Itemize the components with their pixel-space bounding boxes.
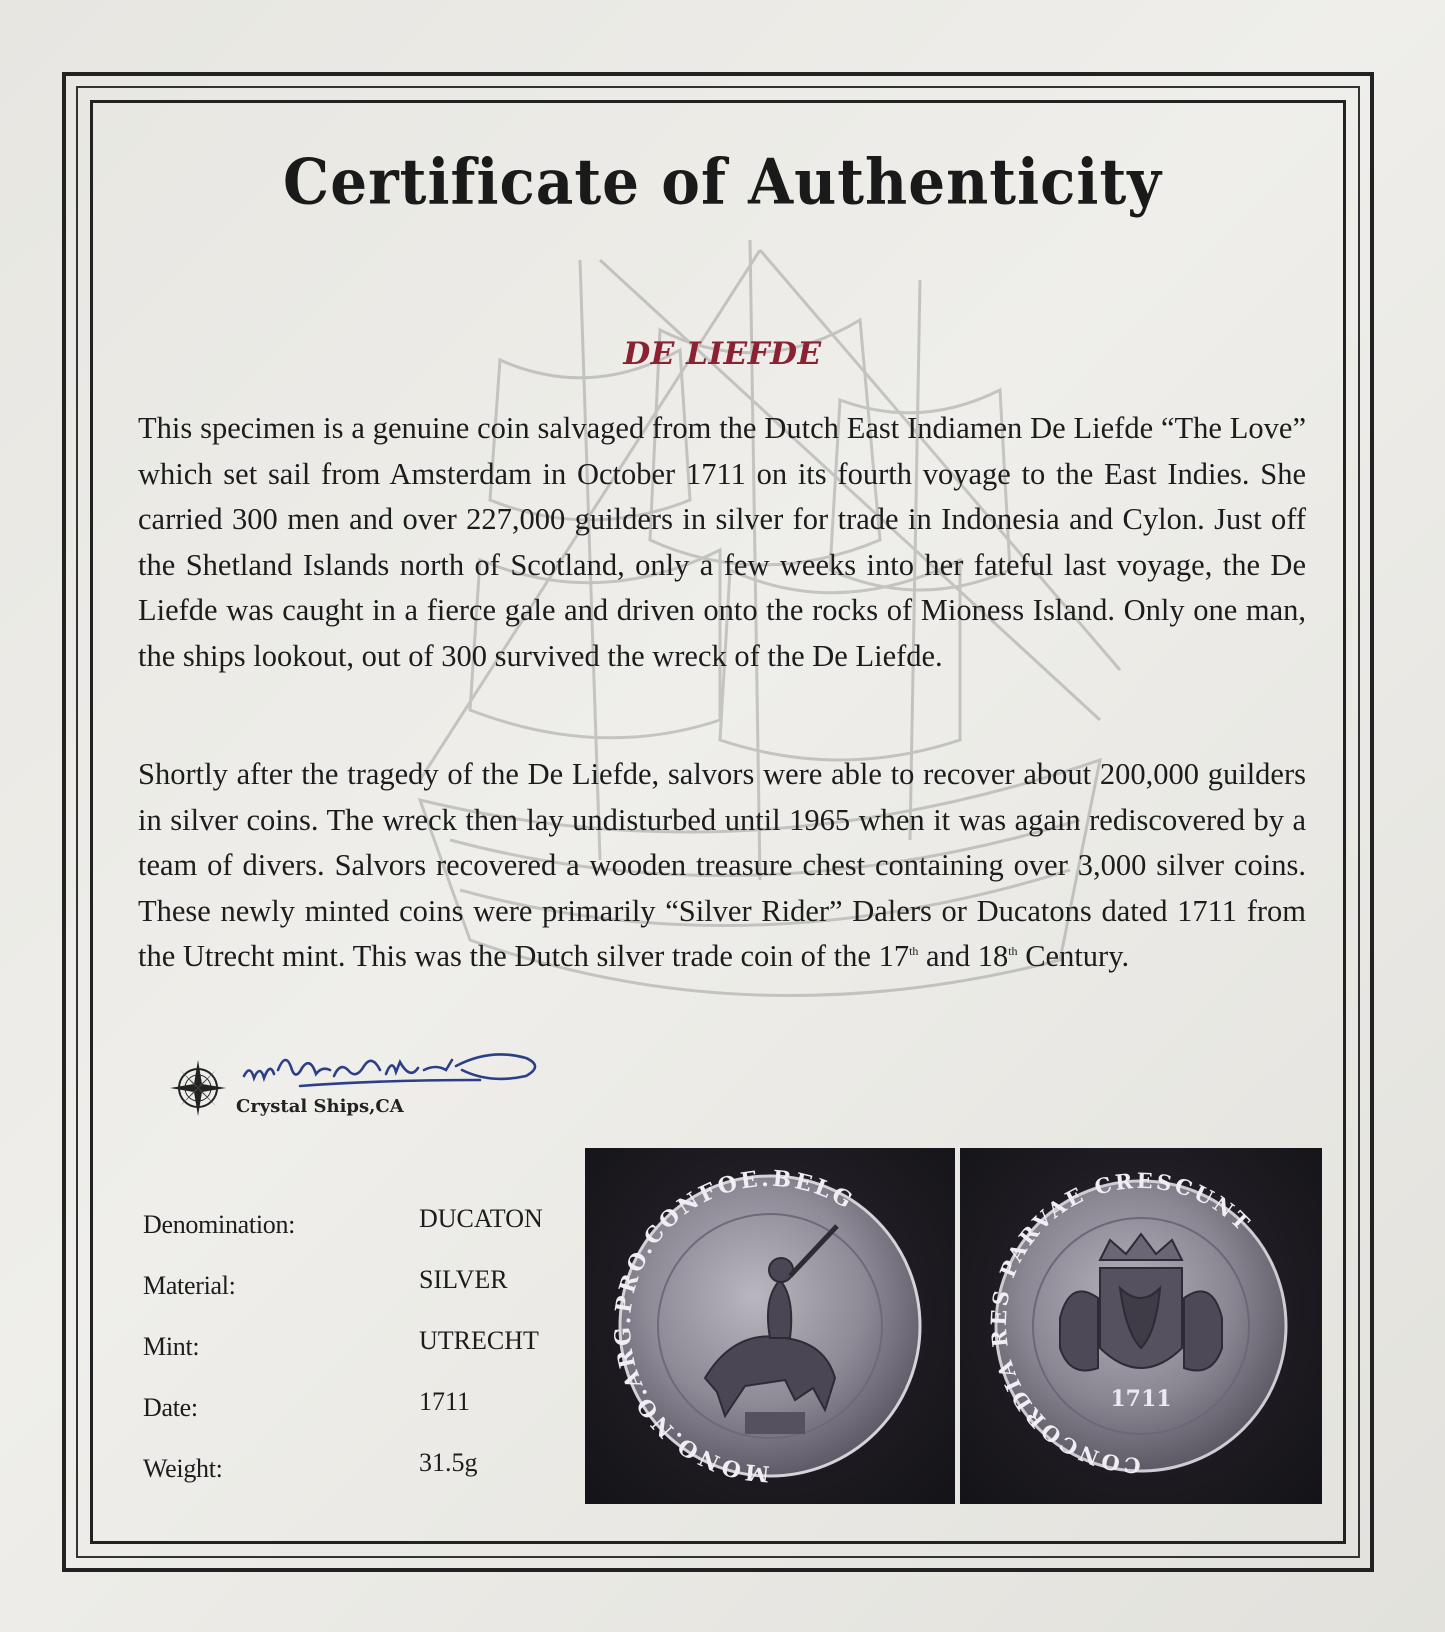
spec-value: DUCATON: [419, 1204, 543, 1233]
ship-watermark-icon: [300, 240, 1200, 1120]
coin-specs-list: [143, 1204, 583, 1515]
spec-label: Date:: [143, 1393, 198, 1422]
spec-value: SILVER: [419, 1265, 508, 1294]
spec-row-mint: [143, 1326, 583, 1393]
signature-block: [168, 1040, 568, 1120]
reverse-legend: CONCORDIA RES PARVAE CRESCUNT: [985, 1167, 1257, 1479]
spec-label: Weight:: [143, 1454, 223, 1483]
shield-icon: [745, 1412, 805, 1434]
history-paragraph-1: This specimen is a genuine coin salvaged from the Dutch East Indiamen De Liefde “The Love” which set sail from Amsterdam in October 1711 on its fourth voyage to the East Indies. She carried 300 men and over 227,000 guilders in silver for trade in Indonesia and Cylon. Just off the Shetland Islands north of Scotland, only a few weeks into her fateful last voyage, the De Liefde was caught in a fierce gale and driven onto the rocks of Mioness Island. Only one man, the ships lookout, out of 300 survived the wreck of the De Liefde.: [138, 411, 1306, 673]
superscript-th-1: th: [909, 943, 919, 958]
coin-obverse-photo: [585, 1148, 955, 1504]
coin-reverse-photo: [960, 1148, 1322, 1504]
history-paragraph-2: [138, 752, 1306, 980]
spec-value: 31.5g: [419, 1448, 478, 1477]
signature-image: [240, 1040, 550, 1098]
reverse-date: 1711: [1110, 1386, 1172, 1412]
spec-row-denomination: [143, 1204, 583, 1271]
obverse-legend: MONO.NO.ARG.PRO.CONFOE.BELG: [609, 1165, 859, 1487]
spec-row-date: [143, 1387, 583, 1454]
spec-value: 1711: [419, 1387, 471, 1416]
paragraph-2-text: Shortly after the tragedy of the De Liefde, salvors were able to recover about 200,000 guilders in silver coins. The wreck then lay undisturbed until 1965 when it was again rediscovered by a team of divers. Salvors recovered a wooden treasure chest containing over 3,000 silver coins. These newly minted coins were primarily “Silver Rider” Dalers or Ducatons dated 1711 from the Utrecht mint. This was the Dutch silver trade coin of the 17: [138, 757, 1306, 973]
spec-label: Mint:: [143, 1332, 200, 1361]
compass-rose-icon: [168, 1058, 228, 1118]
spec-label: Denomination:: [143, 1210, 296, 1239]
paragraph-2-end: Century.: [1017, 939, 1130, 973]
spec-value: UTRECHT: [419, 1326, 539, 1355]
certificate-title: Certificate of Authenticity: [283, 145, 1162, 219]
spec-label: Material:: [143, 1271, 236, 1300]
spec-row-material: [143, 1265, 583, 1332]
superscript-th-2: th: [1008, 943, 1018, 958]
company-name: Crystal Ships,CA: [236, 1096, 404, 1117]
paragraph-2-mid: and 18: [918, 939, 1009, 973]
spec-row-weight: [143, 1448, 583, 1515]
ship-name-subtitle: DE LIEFDE: [623, 336, 822, 372]
